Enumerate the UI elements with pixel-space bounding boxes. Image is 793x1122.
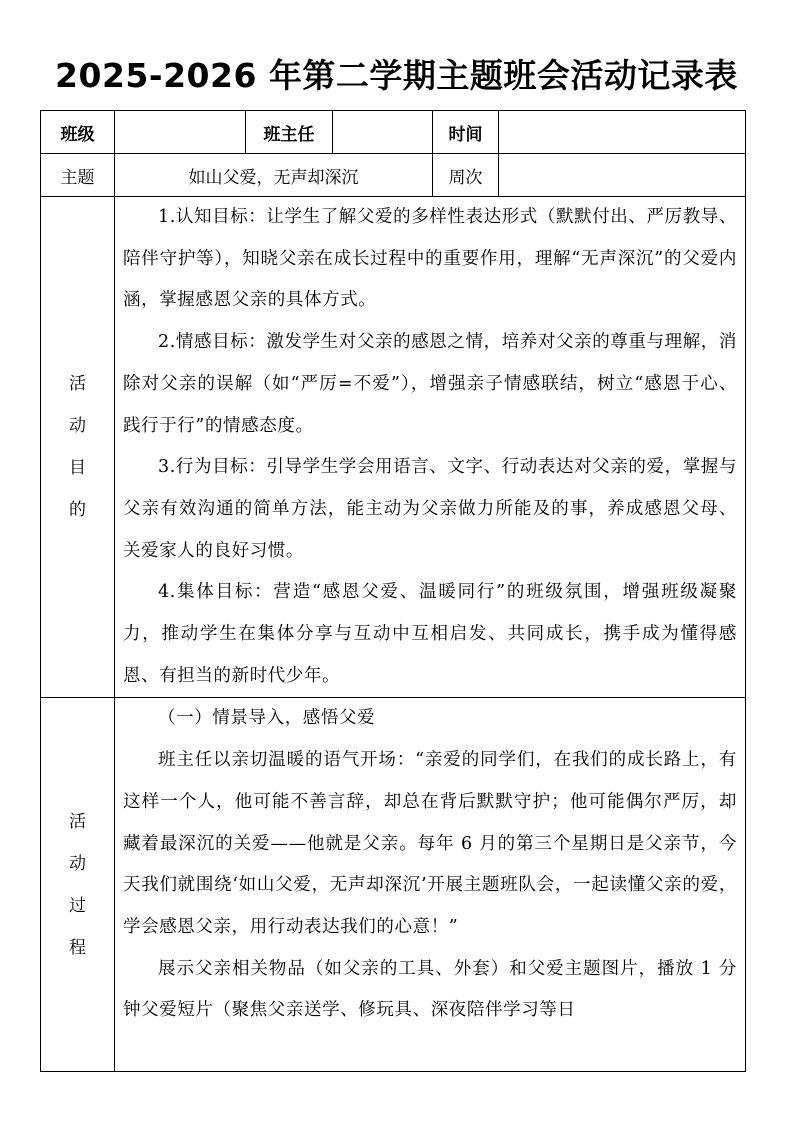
purpose-label-char: 目 — [69, 458, 86, 479]
teacher-label: 班主任 — [246, 111, 333, 154]
purpose-paragraph: 3.行为目标：引导学生学会用语言、文字、行动表达对父亲的爱，掌握与父亲有效沟通的简单方法，能主动为父亲做力所能及的事，养成感恩父母、关爱家人的良好习惯。 — [123, 457, 737, 561]
process-label — [41, 698, 115, 1072]
purpose-label-char: 的 — [69, 500, 86, 521]
process-label-char: 动 — [69, 853, 86, 874]
time-value[interactable] — [499, 111, 746, 154]
process-paragraph: 班主任以亲切温暖的语气开场：“亲爱的同学们，在我们的成长路上，有这样一个人，他可能不善言辞，却总在背后默默守护；他可能偶尔严厉，却藏着最深沉的关爱——他就是父亲。每年 6 月的第三个星期日是父亲节，今天我们就围绕‘如山父爱，无声却深沉’开展主题班队会，一起读懂父亲的爱，学会感恩父亲，用行动表达我们的心意！” — [123, 750, 737, 937]
time-label: 时间 — [433, 111, 499, 154]
process-text — [123, 698, 737, 1071]
class-value[interactable] — [115, 111, 246, 154]
process-label-char: 程 — [69, 937, 86, 958]
purpose-paragraph: 1.认知目标：让学生了解父爱的多样性表达形式（默默付出、严厉教导、陪伴守护等），知晓父亲在成长过程中的重要作用，理解“无声深沉”的父爱内涵，掌握感恩父亲的具体方式。 — [123, 207, 737, 311]
process-paragraph: 展示父亲相关物品（如父亲的工具、外套）和父爱主题图片，播放 1 分钟父爱短片（聚焦父亲送学、修玩具、深夜陪伴学习等日 — [123, 958, 737, 1021]
process-label-char: 过 — [69, 895, 86, 916]
purpose-label-char: 动 — [69, 416, 86, 437]
purpose-paragraph: 2.情感目标：激发学生对父亲的感恩之情，培养对父亲的尊重与理解，消除对父亲的误解（如“严厉=不爱”），增强亲子情感联结，树立“感恩于心、践行于行”的情感态度。 — [123, 332, 737, 436]
purpose-label-char: 活 — [69, 374, 86, 395]
purpose-row — [41, 197, 746, 698]
process-label-char: 活 — [69, 811, 86, 832]
process-row — [41, 698, 746, 1072]
process-section-title: （一）情景导入，感悟父爱 — [158, 708, 376, 729]
theme-label: 主题 — [41, 154, 115, 197]
purpose-content — [115, 197, 746, 698]
purpose-label — [41, 197, 115, 698]
teacher-value[interactable] — [333, 111, 433, 154]
class-label: 班级 — [41, 111, 115, 154]
record-table — [40, 110, 746, 1072]
week-value[interactable] — [499, 154, 746, 197]
theme-row — [41, 154, 746, 197]
process-content — [115, 698, 746, 1072]
theme-value: 如山父爱，无声却深沉 — [115, 154, 433, 197]
page-title: 2025-2026 年第二学期主题班会活动记录表 — [55, 56, 738, 95]
header-row — [41, 111, 746, 154]
week-label: 周次 — [433, 154, 499, 197]
purpose-paragraph: 4.集体目标：营造“感恩父爱、温暖同行”的班级氛围，增强班级凝聚力，推动学生在集体分享与互动中互相启发、共同成长，携手成为懂得感恩、有担当的新时代少年。 — [123, 582, 737, 686]
